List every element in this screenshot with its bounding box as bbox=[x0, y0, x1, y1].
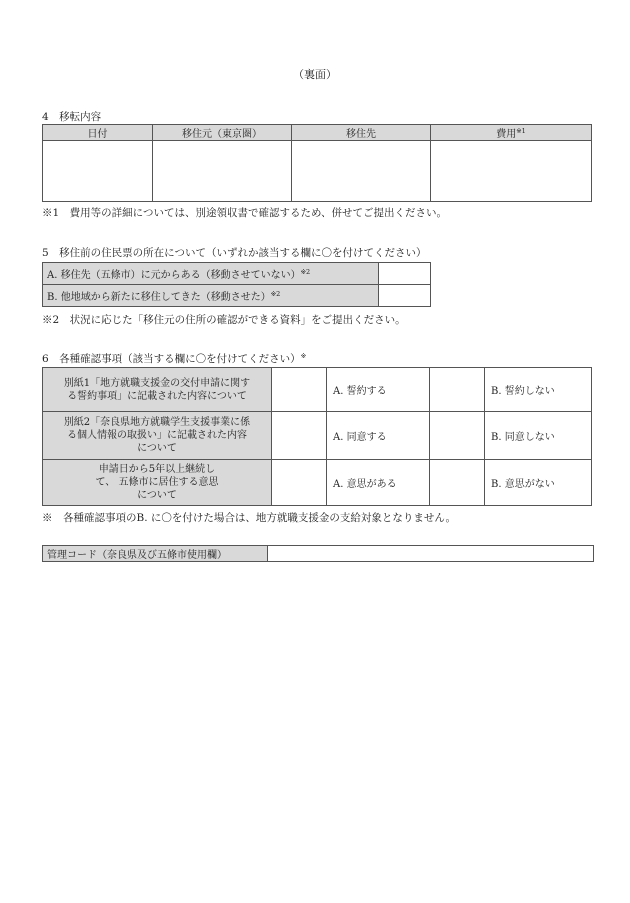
origin-cell[interactable] bbox=[153, 141, 292, 202]
residence-option-a: A. 移住先（五條市）に元からある（移動させていない）$^{※2}$ bbox=[43, 263, 379, 285]
cost-cell[interactable] bbox=[431, 141, 592, 202]
option-1a: A. 誓約する bbox=[327, 368, 430, 412]
check-cell-2b[interactable] bbox=[430, 412, 485, 460]
confirmation-table bbox=[42, 367, 592, 506]
footnote-mark: ※2 bbox=[270, 290, 281, 298]
header-cost: 費用$^{※1}$ bbox=[431, 125, 592, 141]
management-label: 管理コード（奈良県及び五條市使用欄） bbox=[43, 546, 268, 562]
residence-table bbox=[42, 262, 431, 307]
option-3a: A. 意思がある bbox=[327, 460, 430, 506]
confirmation-label-3: 申請日から5年以上継続し て、 五條市に居住する意思 について bbox=[43, 460, 272, 506]
transfer-table bbox=[42, 124, 592, 202]
section6-heading: 6 各種確認事項（該当する欄に〇を付けてください）※ bbox=[42, 352, 307, 365]
management-code-cell[interactable] bbox=[268, 546, 594, 562]
section5-heading: 5 移住前の住民票の所在について（いずれか該当する欄に〇を付けてください） bbox=[42, 247, 427, 259]
check-cell-3a[interactable] bbox=[272, 460, 327, 506]
header-destination: 移住先 bbox=[292, 125, 431, 141]
confirmation-label-2: 別紙2「奈良県地方就職学生支援事業に係 る個人情報の取扱い」に記載された内容 について bbox=[43, 412, 272, 460]
check-cell-3b[interactable] bbox=[430, 460, 485, 506]
header-origin: 移住元（東京圏） bbox=[153, 125, 292, 141]
section4-note: ※1 費用等の詳細については、別途領収書で確認するため、併せてご提出ください。 bbox=[42, 207, 448, 219]
section6-note: ※ 各種確認事項のB. に〇を付けた場合は、地方就職支援金の支給対象となりません。 bbox=[42, 512, 457, 524]
destination-cell[interactable] bbox=[292, 141, 431, 202]
residence-check-a[interactable] bbox=[379, 263, 431, 285]
confirmation-label-1: 別紙1「地方就職支援金の交付申請に関す る誓約事項」に記載された内容について bbox=[43, 368, 272, 412]
management-table bbox=[42, 545, 594, 562]
date-cell[interactable] bbox=[43, 141, 153, 202]
option-1b: B. 誓約しない bbox=[485, 368, 592, 412]
section6-mark: ※ bbox=[300, 352, 307, 360]
option-3b: B. 意思がない bbox=[485, 460, 592, 506]
residence-option-b: B. 他地域から新たに移住してきた（移動させた）$^{※2}$ bbox=[43, 285, 379, 307]
check-cell-1a[interactable] bbox=[272, 368, 327, 412]
check-cell-2a[interactable] bbox=[272, 412, 327, 460]
cost-footnote-mark: ※1 bbox=[516, 127, 526, 135]
residence-check-b[interactable] bbox=[379, 285, 431, 307]
section5-note: ※2 状況に応じた「移住元の住所の確認ができる資料」をご提出ください。 bbox=[42, 314, 406, 326]
section4-heading: 4 移転内容 bbox=[42, 111, 102, 123]
footnote-mark: ※2 bbox=[300, 268, 311, 276]
check-cell-1b[interactable] bbox=[430, 368, 485, 412]
header-date: 日付 bbox=[43, 125, 153, 141]
option-2a: A. 同意する bbox=[327, 412, 430, 460]
page-title: （裏面） bbox=[293, 68, 337, 81]
option-2b: B. 同意しない bbox=[485, 412, 592, 460]
